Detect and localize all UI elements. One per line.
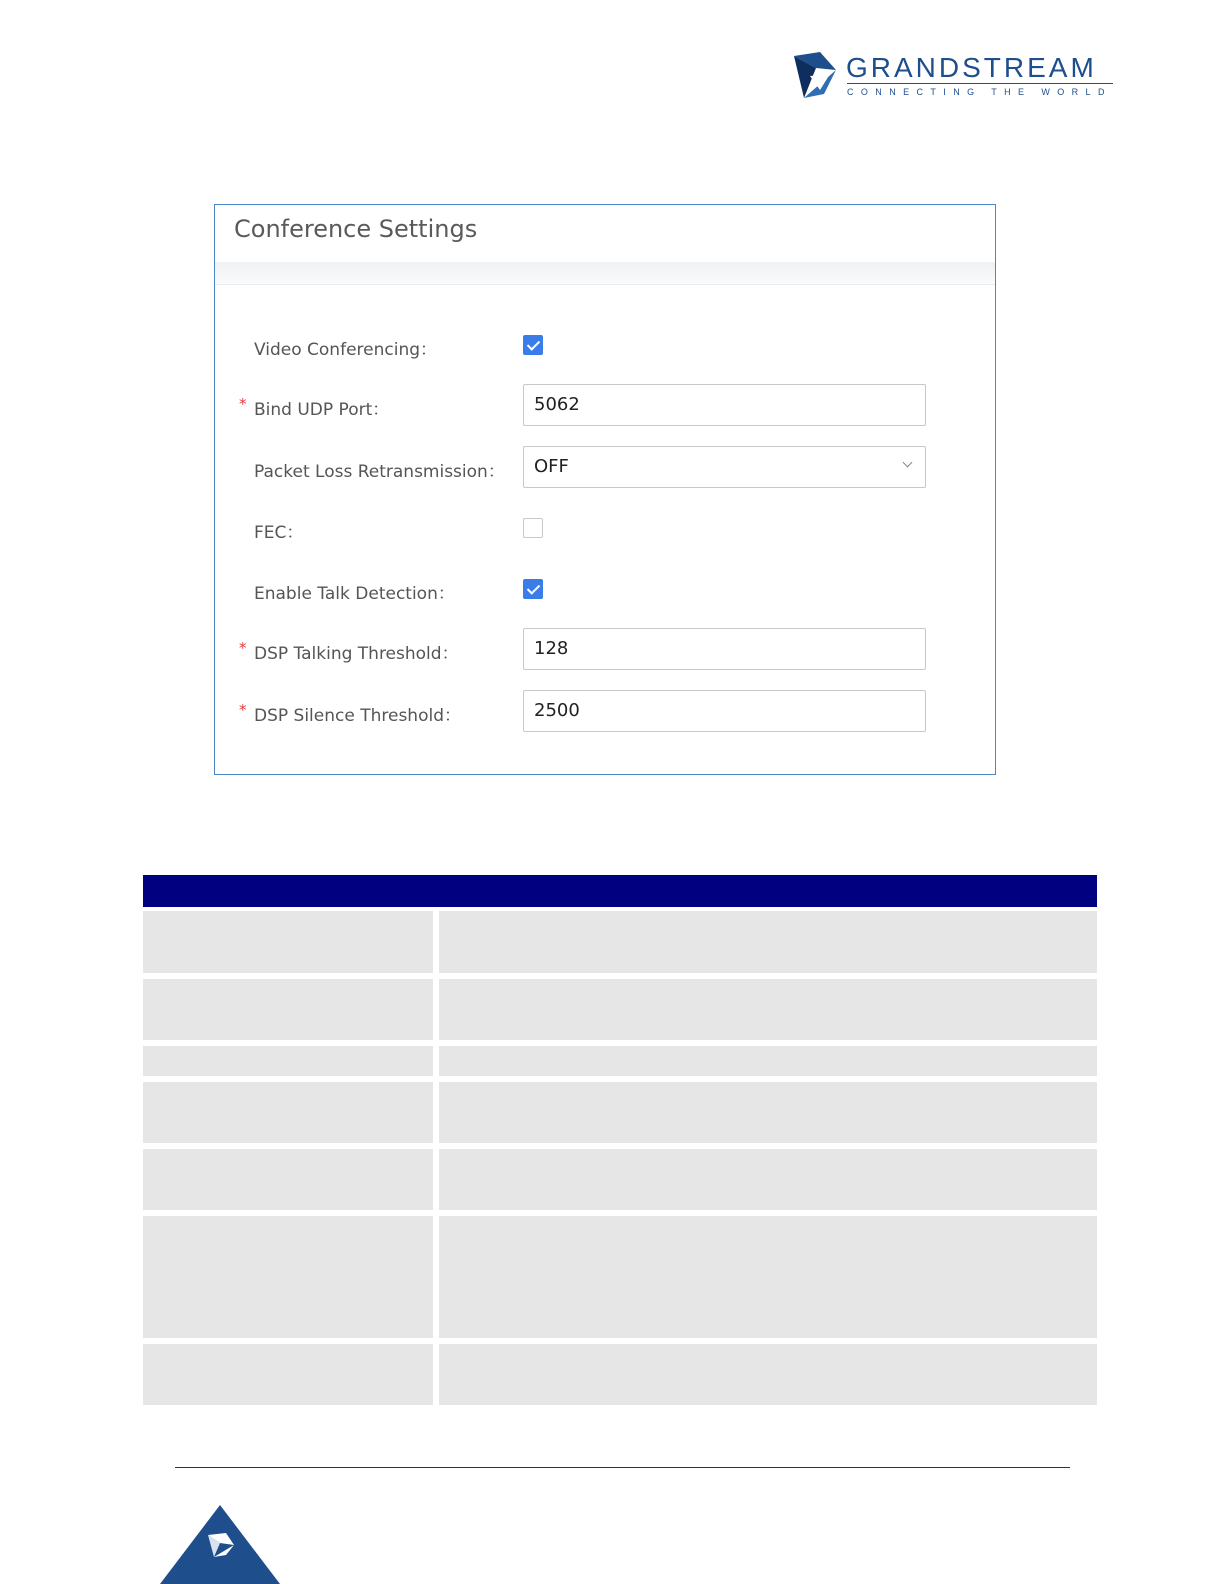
table-cell (439, 1216, 1097, 1338)
table-cell (439, 911, 1097, 973)
brand-tagline: CONNECTING THE WORLD (847, 87, 1112, 97)
talk-detection-checkbox[interactable] (523, 579, 543, 599)
row-bind-udp-port (215, 383, 995, 427)
table-cell (143, 979, 433, 1040)
video-conferencing-label: Video Conferencing： (254, 340, 438, 360)
required-marker: * (239, 701, 247, 719)
table-cell (439, 1344, 1097, 1405)
row-packet-loss (215, 445, 995, 489)
fec-checkbox[interactable] (523, 518, 543, 538)
required-marker: * (239, 395, 247, 413)
footer-logo-icon (160, 1505, 280, 1584)
footer-divider (175, 1467, 1070, 1468)
grandstream-logo-icon (790, 50, 840, 102)
grandstream-logo (790, 50, 1120, 106)
table-cell (143, 1344, 433, 1405)
dsp-talking-input[interactable] (523, 628, 926, 670)
dsp-silence-label: DSP Silence Threshold： (254, 706, 461, 726)
dsp-talking-value: 128 (534, 638, 569, 659)
table-cell (143, 911, 433, 973)
dsp-silence-input[interactable] (523, 690, 926, 732)
bind-udp-port-input[interactable] (523, 384, 926, 426)
video-conferencing-checkbox[interactable] (523, 335, 543, 355)
table-cell (143, 1149, 433, 1210)
panel-header-band (215, 262, 995, 285)
table-cell (143, 1216, 433, 1338)
chevron-down-icon (903, 458, 913, 468)
row-video-conferencing (215, 323, 995, 367)
table-cell (439, 1046, 1097, 1076)
row-dsp-talking (215, 627, 995, 671)
table-cell (439, 1082, 1097, 1143)
talk-detection-label: Enable Talk Detection： (254, 584, 455, 604)
packet-loss-label: Packet Loss Retransmission： (254, 462, 505, 482)
table-cell (439, 1149, 1097, 1210)
table-cell (143, 1046, 433, 1076)
brand-name: GRANDSTREAM (846, 52, 1097, 83)
fec-label: FEC： (254, 523, 304, 543)
bind-udp-port-value: 5062 (534, 394, 580, 415)
packet-loss-select[interactable] (523, 446, 926, 488)
brand-rule (847, 83, 1113, 84)
row-talk-detection (215, 567, 995, 611)
table-cell (439, 979, 1097, 1040)
row-dsp-silence (215, 689, 995, 733)
required-marker: * (239, 639, 247, 657)
packet-loss-value: OFF (534, 456, 569, 477)
bind-udp-port-label: Bind UDP Port： (254, 400, 390, 420)
conference-settings-panel (214, 204, 996, 775)
table-header (143, 875, 1097, 907)
dsp-talking-label: DSP Talking Threshold： (254, 644, 459, 664)
table-cell (143, 1082, 433, 1143)
row-fec (215, 506, 995, 550)
panel-title: Conference Settings (234, 215, 478, 243)
dsp-silence-value: 2500 (534, 700, 580, 721)
